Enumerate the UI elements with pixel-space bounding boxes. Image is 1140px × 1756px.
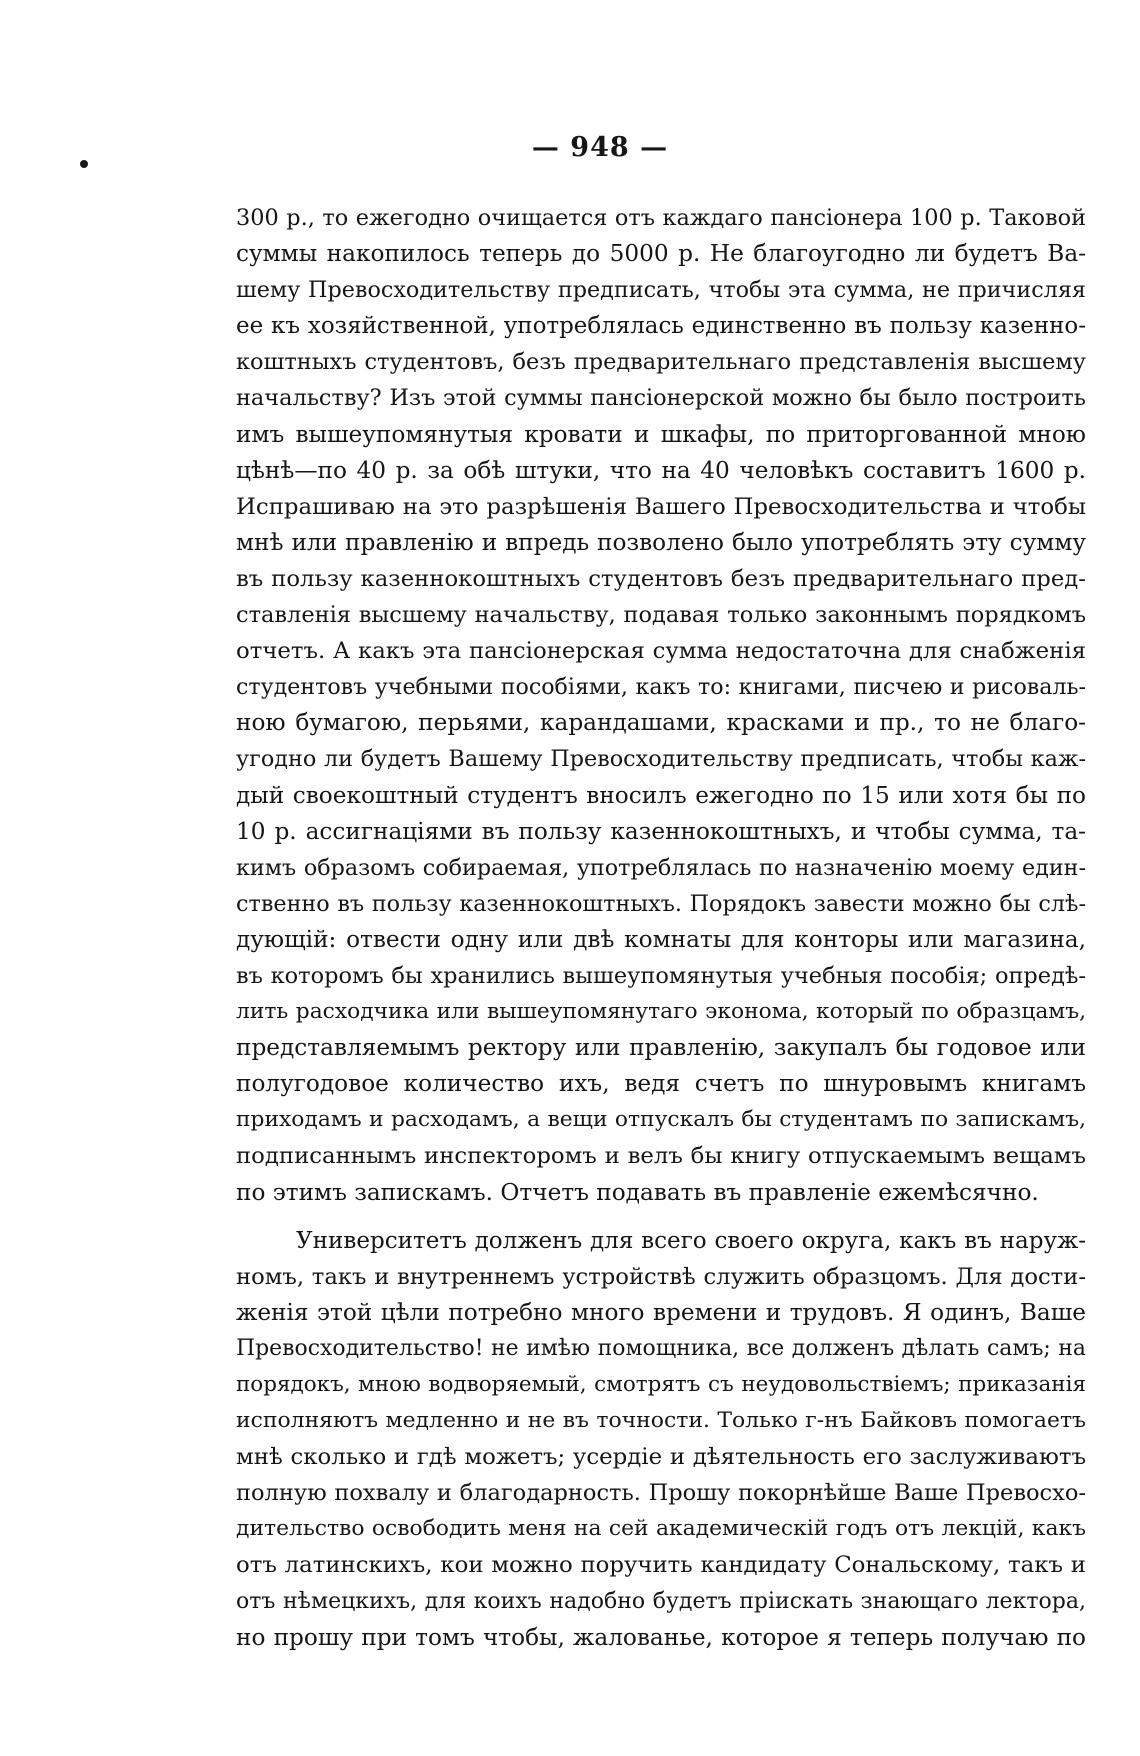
text-column <box>236 200 1086 1656</box>
text-line: начальству? Изъ этой суммы пансіонерской можно бы было построить <box>236 385 1086 412</box>
text-line: шему Превосходительству предписать, чтобы эта сумма, не причисляя <box>236 277 1086 304</box>
text-line: Испрашиваю на это разрѣшенія Вашего Превосходительства и чтобы <box>236 493 1086 520</box>
paragraph-2 <box>236 1223 1086 1656</box>
text-line: лить расходчика или вышеупомянутаго эконома, который по образцамъ, <box>236 999 1086 1025</box>
text-line: ною бумагою, перьями, карандашами, красками и пр., то не благо- <box>236 709 1086 737</box>
text-line: цѣнѣ—по 40 р. за обѣ штуки, что на 40 человѣкъ составитъ 1600 р. <box>236 456 1086 484</box>
text-line: имъ вышеупомянутыя кровати и шкафы, по приторгованной мною <box>236 420 1086 448</box>
text-line: въ пользу казеннокоштныхъ студентовъ безъ предварительнаго пред- <box>236 565 1086 592</box>
text-line: исполняютъ медленно и не въ точности. Только г-нъ Байковъ помогаетъ <box>236 1408 1086 1434</box>
text-line: коштныхъ студентовъ, безъ предварительнаго представленія высшему <box>236 349 1086 376</box>
text-line: полугодовое количество ихъ, ведя счетъ по шнуровымъ книгамъ <box>236 1070 1086 1098</box>
text-line: но прошу при томъ чтобы, жалованье, которое я теперь получаю по <box>236 1623 1086 1651</box>
text-line: отъ нѣмецкихъ, для коихъ надобно будетъ пріискать знающаго лектора, <box>236 1588 1086 1614</box>
text-line: Университетъ долженъ для всего своего округа, какъ въ наруж- <box>296 1227 1086 1254</box>
text-line: женія этой цѣли потребно много времени и трудовъ. Я одинъ, Ваше <box>236 1298 1086 1326</box>
text-line: въ которомъ бы хранились вышеупомянутыя учебныя пособія; опредѣ- <box>236 962 1086 989</box>
text-line: представляемымъ ректору или правленію, закупалъ бы годовое или <box>236 1034 1086 1062</box>
text-line: отчетъ. А какъ эта пансіонерская сумма недостаточна для снабженія <box>236 638 1086 665</box>
text-line: Превосходительство! не имѣю помощника, все долженъ дѣлать самъ; на <box>236 1335 1086 1361</box>
text-line: порядокъ, мною водворяемый, смотрятъ съ неудовольствіемъ; приказанія <box>236 1372 1086 1397</box>
text-line: по этимъ запискамъ. Отчетъ подавать въ правленіе ежемѣсячно. <box>236 1178 1039 1206</box>
text-line: отъ латинскихъ, кои можно поручить кандидату Сональскому, такъ и <box>236 1552 1086 1579</box>
paragraph-gap <box>236 1211 1086 1223</box>
text-line: мнѣ сколько и гдѣ можетъ; усердіе и дѣятельность его заслуживаютъ <box>236 1444 1086 1471</box>
text-line: 10 р. ассигнаціями въ пользу казеннокоштныхъ, и чтобы сумма, та- <box>236 817 1086 845</box>
text-line: мнѣ или правленію и впредь позволено было употреблять эту сумму <box>236 528 1086 556</box>
text-line: ее къ хозяйственной, употреблялась единственно въ пользу казенно- <box>236 313 1086 340</box>
text-line: угодно ли будетъ Вашему Превосходительству предписать, чтобы каж- <box>236 746 1086 773</box>
page-number: — 948 — <box>531 132 669 163</box>
text-line: ственно въ пользу казеннокоштныхъ. Порядокъ завести можно бы слѣ- <box>236 890 1086 917</box>
text-line: дый своекоштный студентъ вносилъ ежегодно по 15 или хотя бы по <box>236 781 1086 809</box>
text-line: подписаннымъ инспекторомъ и велъ бы книгу отпускаемымъ вещамъ <box>236 1143 1086 1170</box>
text-line: студентовъ учебными пособіями, какъ то: книгами, писчею и рисоваль- <box>236 674 1086 701</box>
text-line: дующій: отвести одну или двѣ комнаты для конторы или магазина, <box>236 925 1086 953</box>
paragraph-1 <box>236 200 1086 1211</box>
text-line: приходамъ и расходамъ, а вещи отпускалъ бы студентамъ по запискамъ, <box>236 1107 1086 1133</box>
text-line: кимъ образомъ собираемая, употреблялась по назначенію моему един- <box>236 854 1086 881</box>
text-line: суммы накопилось теперь до 5000 р. Не благоугодно ли будетъ Ва- <box>236 240 1086 268</box>
text-line: ставленія высшему начальству, подавая только законнымъ порядкомъ <box>236 602 1086 629</box>
text-line: дительство освободить меня на сей академическій годъ отъ лекцій, какъ <box>236 1516 1086 1542</box>
text-line: полную похвалу и благодарность. Прошу покорнѣйше Ваше Превосхо- <box>236 1480 1086 1507</box>
text-line: номъ, такъ и внутреннемъ устройствѣ служить образцомъ. Для дости- <box>236 1263 1086 1290</box>
text-line: 300 р., то ежегодно очищается отъ каждаго пансіонера 100 р. Таковой <box>236 205 1086 231</box>
